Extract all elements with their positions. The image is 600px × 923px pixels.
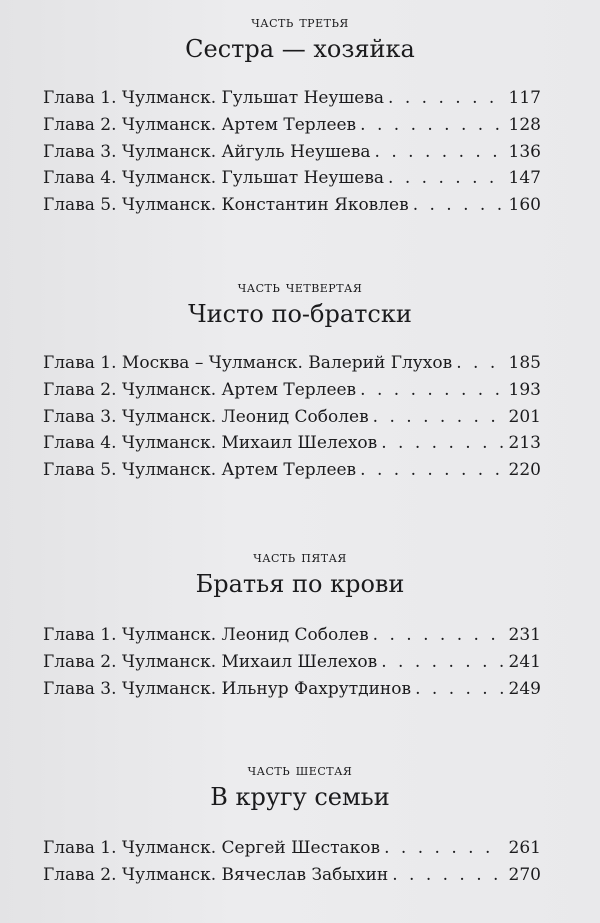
toc-entry-page: 220 (508, 460, 541, 481)
toc-leader-dots (388, 88, 503, 108)
toc-leader-dots (381, 433, 502, 453)
toc-entry (43, 679, 541, 706)
toc-entry (43, 195, 541, 222)
toc-entry-title: Глава 1. Чулманск. Леонид Соболев (43, 625, 369, 645)
toc-entry (43, 652, 541, 679)
toc-entry-page: 117 (508, 88, 541, 108)
toc-entry-title: Глава 5. Чулманск. Константин Яковлев (43, 195, 409, 216)
toc-entry-title: Глава 2. Чулманск. Вячеслав Забыхин (43, 864, 389, 885)
toc-entry-title: Глава 3. Чулманск. Ильнур Фахрутдинов (43, 678, 412, 699)
toc-entry-title: Глава 3. Чулманск. Леонид Соболев (43, 406, 369, 427)
toc-leader-dots (373, 625, 503, 645)
toc-entry-title: Глава 1. Москва – Чулманск. Валерий Глухов (43, 353, 453, 373)
toc-leader-dots (392, 865, 502, 885)
toc-leader-dots (375, 142, 503, 162)
part-header (0, 12, 600, 63)
toc-entry-page: 147 (508, 168, 541, 189)
toc-entry-title: Глава 2. Чулманск. Михаил Шелехов (43, 651, 378, 672)
toc-entry (43, 380, 541, 407)
toc-entry-page: 201 (508, 406, 541, 427)
toc-entry-title: Глава 2. Чулманск. Артем Терлеев (43, 114, 357, 135)
toc-leader-dots (360, 380, 502, 400)
toc-entry (43, 865, 541, 892)
toc-leader-dots (456, 353, 502, 373)
toc-entry (43, 407, 541, 434)
toc-list (43, 838, 541, 892)
toc-entry-page: 193 (508, 379, 541, 400)
part-label: часть третья (251, 12, 349, 31)
toc-entry (43, 433, 541, 460)
toc-list (43, 625, 541, 705)
toc-entry-page: 136 (508, 141, 541, 162)
toc-leader-dots (373, 407, 503, 427)
toc-leader-dots (413, 195, 503, 215)
toc-entry-page: 160 (508, 195, 541, 216)
part-label: часть пятая (253, 547, 347, 566)
toc-leader-dots (415, 679, 502, 699)
part-title: Чисто по-братски (188, 300, 412, 328)
toc-entry-title: Глава 2. Чулманск. Артем Терлеев (43, 379, 357, 400)
toc-entry-title: Глава 4. Чулманск. Гульшат Неушева (43, 168, 385, 189)
toc-list (43, 88, 541, 222)
toc-entry (43, 625, 541, 652)
part-label: часть четвертая (237, 277, 363, 296)
part-title: Братья по крови (195, 570, 405, 598)
toc-leader-dots (360, 115, 502, 135)
part-header (0, 277, 600, 328)
toc-entry (43, 142, 541, 169)
toc-entry (43, 353, 541, 380)
toc-entry (43, 88, 541, 115)
toc-entry (43, 168, 541, 195)
part-label: часть шестая (247, 760, 353, 779)
toc-leader-dots (384, 838, 502, 858)
toc-entry-title: Глава 3. Чулманск. Айгуль Неушева (43, 141, 371, 162)
toc-leader-dots (360, 460, 502, 480)
toc-entry-page: 185 (508, 353, 541, 373)
toc-entry-page: 241 (508, 651, 541, 672)
toc-entry-title: Глава 4. Чулманск. Михаил Шелехов (43, 433, 378, 454)
part-title: Сестра — хозяйка (185, 35, 415, 63)
toc-entry (43, 460, 541, 487)
toc-entry-page: 249 (508, 678, 541, 699)
toc-entry-title: Глава 1. Чулманск. Сергей Шестаков (43, 838, 381, 858)
toc-entry-title: Глава 5. Чулманск. Артем Терлеев (43, 460, 357, 481)
toc-entry (43, 838, 541, 865)
toc-entry-page: 128 (508, 114, 541, 135)
toc-entry-page: 261 (508, 838, 541, 858)
part-title: В кругу семьи (210, 783, 390, 811)
toc-entry-title: Глава 1. Чулманск. Гульшат Неушева (43, 88, 385, 108)
toc-leader-dots (388, 168, 503, 188)
toc-entry-page: 213 (508, 433, 541, 454)
toc-leader-dots (381, 652, 502, 672)
part-header (0, 760, 600, 811)
toc-list (43, 353, 541, 487)
part-header (0, 547, 600, 598)
toc-entry-page: 270 (508, 864, 541, 885)
toc-entry-page: 231 (508, 625, 541, 645)
toc-entry (43, 115, 541, 142)
